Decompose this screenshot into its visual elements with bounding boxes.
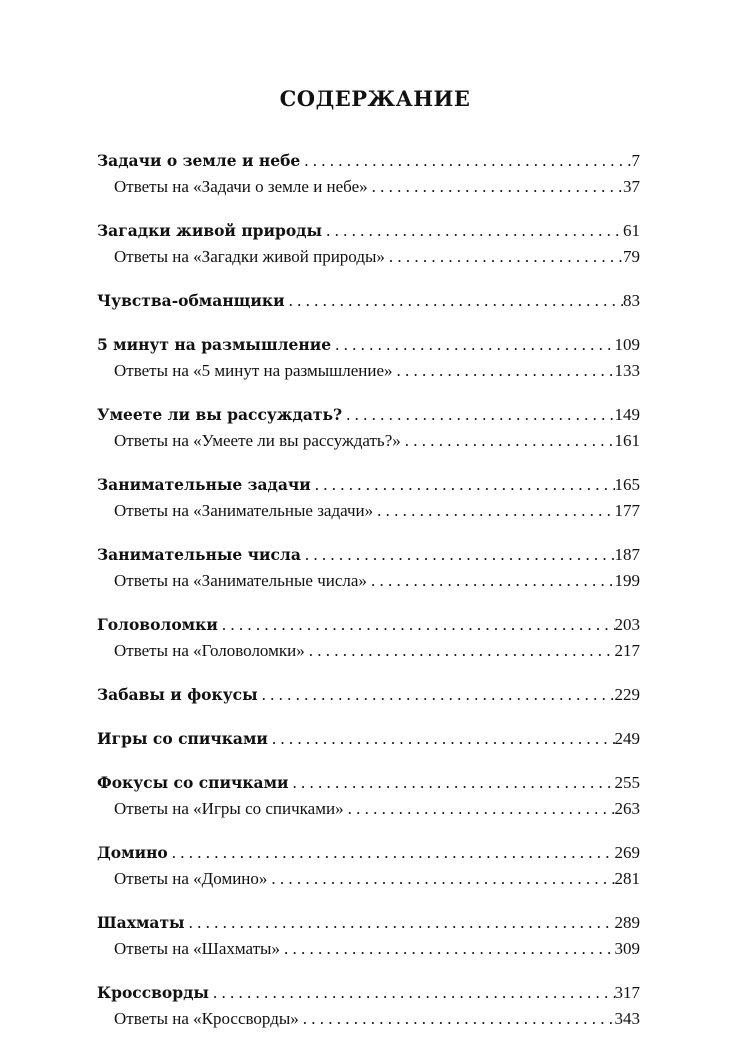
toc-answer-entry [97, 358, 640, 384]
dot-leader [267, 866, 614, 892]
toc-chapter-entry [97, 218, 640, 244]
toc-entry-label: Ответы на «Кроссворды» [114, 1009, 299, 1028]
dot-leader [401, 428, 615, 454]
toc-answer-entry [97, 1006, 640, 1032]
dot-leader [393, 358, 615, 384]
dot-leader [331, 332, 614, 358]
toc-page-number: 79 [623, 247, 640, 266]
toc-entry-label: Ответы на «Занимательные задачи» [114, 501, 374, 520]
dot-leader [305, 638, 615, 664]
dot-leader [218, 612, 615, 638]
dot-leader [322, 218, 623, 244]
toc-entry-label: Ответы на «Игры со спичками» [114, 799, 344, 818]
toc-entry-label: Ответы на «Задачи о земле и небе» [114, 177, 368, 196]
toc-entry-label: Занимательные числа [97, 545, 301, 564]
dot-leader [311, 472, 615, 498]
toc-entry-label: 5 минут на размышление [97, 335, 332, 354]
toc-answer-entry [97, 498, 640, 524]
toc-answer-entry [97, 936, 640, 962]
toc-chapter-entry [97, 612, 640, 638]
dot-leader [301, 542, 615, 568]
toc-page-number: 7 [631, 151, 640, 170]
dot-leader [385, 244, 623, 270]
dot-leader [344, 796, 615, 822]
toc-page-number: 61 [623, 221, 640, 240]
toc-entry-label: Ответы на «Умеете ли вы рассуждать?» [114, 431, 401, 450]
toc-chapter-entry [97, 148, 640, 174]
toc-page-number: 203 [614, 615, 640, 634]
toc-entry-label: Игры со спичками [97, 729, 268, 748]
dot-leader [368, 174, 623, 200]
toc-section [97, 840, 640, 892]
toc-section [97, 288, 640, 314]
toc-page-number: 249 [614, 729, 640, 748]
toc-chapter-entry [97, 332, 640, 358]
toc-entry-label: Ответы на «Загадки живой природы» [114, 247, 385, 266]
dot-leader [168, 840, 615, 866]
toc-section [97, 148, 640, 200]
page-title: СОДЕРЖАНИЕ [279, 86, 471, 111]
toc-answer-entry [97, 568, 640, 594]
dot-leader [367, 568, 615, 594]
toc-entry-label: Ответы на «Головоломки» [114, 641, 305, 660]
toc-entry-label: Чувства-обманщики [97, 291, 285, 310]
toc-page-number: 37 [623, 177, 640, 196]
dot-leader [285, 288, 623, 314]
toc-entry-label: Фокусы со спичками [97, 773, 289, 792]
toc-entry-label: Шахматы [97, 913, 185, 932]
toc-page-number: 229 [614, 685, 640, 704]
dot-leader [342, 402, 614, 428]
toc-entry-label: Ответы на «Домино» [114, 869, 268, 888]
dot-leader [258, 682, 615, 708]
toc-section [97, 542, 640, 594]
toc-section [97, 726, 640, 752]
toc-page-number: 255 [614, 773, 640, 792]
toc-chapter-entry [97, 770, 640, 796]
toc-section [97, 472, 640, 524]
toc-page-number: 149 [614, 405, 640, 424]
toc-answer-entry [97, 428, 640, 454]
table-of-contents [97, 148, 640, 1050]
toc-page-number: 263 [614, 799, 640, 818]
toc-section [97, 910, 640, 962]
toc-chapter-entry [97, 682, 640, 708]
toc-entry-label: Домино [97, 843, 168, 862]
toc-page-number: 83 [623, 291, 640, 310]
toc-page-number: 281 [614, 869, 640, 888]
toc-chapter-entry [97, 472, 640, 498]
toc-entry-label: Загадки живой природы [97, 221, 323, 240]
toc-answer-entry [97, 638, 640, 664]
toc-section [97, 332, 640, 384]
toc-entry-label: Кроссворды [97, 983, 209, 1002]
toc-entry-label: Головоломки [97, 615, 218, 634]
dot-leader [280, 936, 615, 962]
toc-page-number: 161 [614, 431, 640, 450]
toc-section [97, 980, 640, 1032]
toc-chapter-entry [97, 840, 640, 866]
toc-page-number: 269 [614, 843, 640, 862]
toc-section [97, 770, 640, 822]
toc-answer-entry [97, 174, 640, 200]
toc-section [97, 402, 640, 454]
toc-answer-entry [97, 866, 640, 892]
toc-page-number: 187 [614, 545, 640, 564]
toc-chapter-entry [97, 402, 640, 428]
toc-page-number: 217 [614, 641, 640, 660]
toc-page-number: 177 [614, 501, 640, 520]
toc-entry-label: Забавы и фокусы [97, 685, 258, 704]
toc-section [97, 612, 640, 664]
dot-leader [373, 498, 614, 524]
dot-leader [185, 910, 615, 936]
toc-chapter-entry [97, 726, 640, 752]
dot-leader [209, 980, 615, 1006]
toc-page-number: 199 [614, 571, 640, 590]
toc-entry-label: Умеете ли вы рассуждать? [97, 405, 343, 424]
toc-entry-label: Ответы на «5 минут на размышление» [114, 361, 393, 380]
toc-entry-label: Занимательные задачи [97, 475, 311, 494]
dot-leader [289, 770, 615, 796]
toc-page-number: 133 [614, 361, 640, 380]
toc-chapter-entry [97, 980, 640, 1006]
toc-page-number: 289 [614, 913, 640, 932]
dot-leader [300, 148, 631, 174]
dot-leader [268, 726, 615, 752]
toc-page-number: 309 [614, 939, 640, 958]
toc-page-number: 165 [614, 475, 640, 494]
dot-leader [299, 1006, 615, 1032]
toc-chapter-entry [97, 542, 640, 568]
toc-entry-label: Ответы на «Шахматы» [114, 939, 280, 958]
toc-chapter-entry [97, 910, 640, 936]
toc-answer-entry [97, 796, 640, 822]
toc-page-number: 343 [614, 1009, 640, 1028]
toc-section [97, 218, 640, 270]
toc-section [97, 682, 640, 708]
toc-page-number: 317 [614, 983, 640, 1002]
toc-entry-label: Ответы на «Занимательные числа» [114, 571, 367, 590]
toc-page-number: 109 [614, 335, 640, 354]
toc-entry-label: Задачи о земле и небе [97, 151, 301, 170]
toc-answer-entry [97, 244, 640, 270]
toc-chapter-entry [97, 288, 640, 314]
